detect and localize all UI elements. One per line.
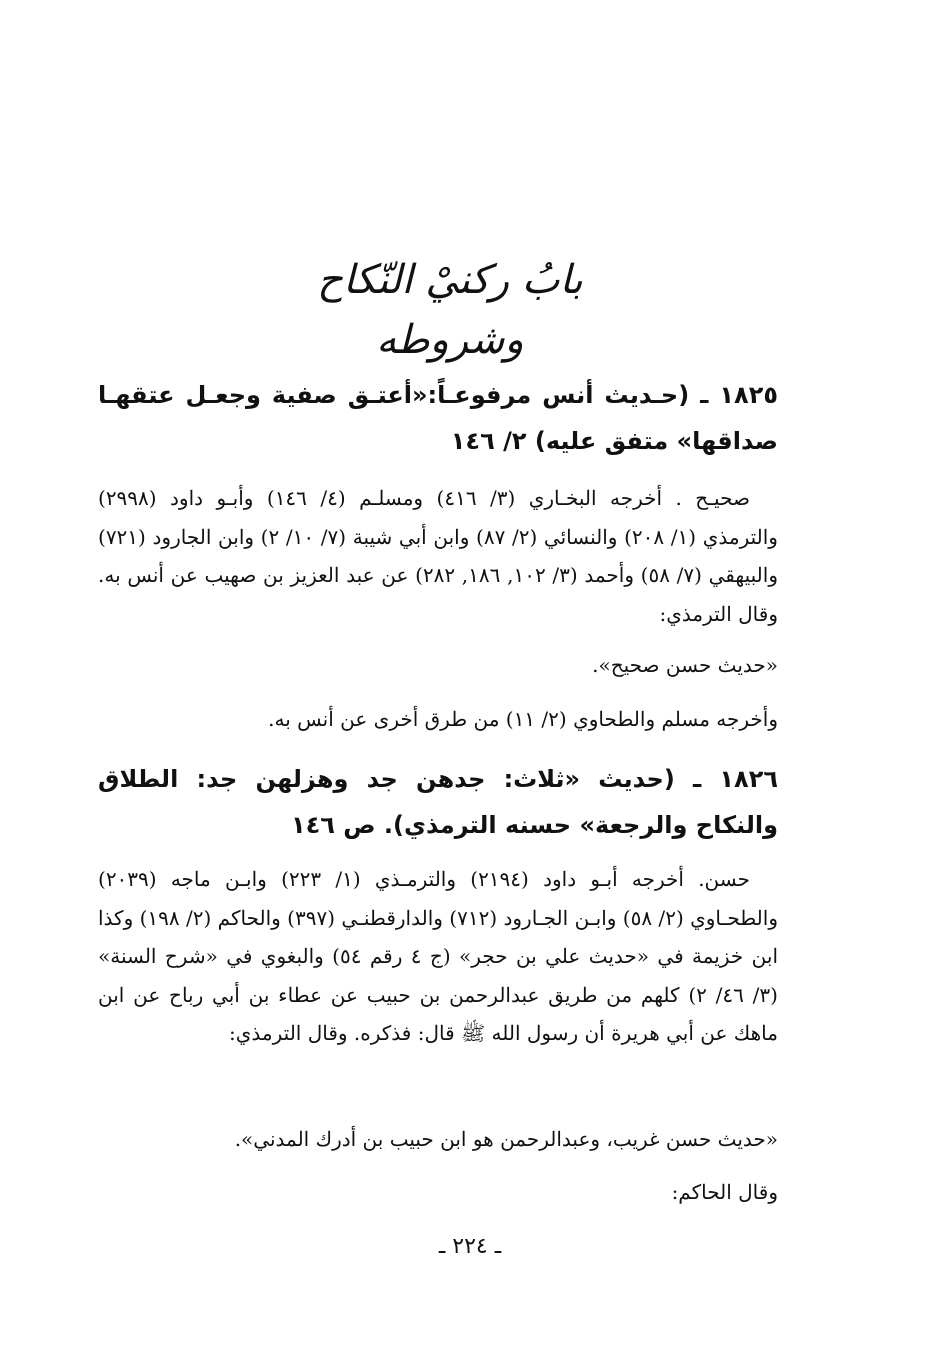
page-number: ـ ٢٢٤ ـ [438, 1234, 502, 1259]
hadith-1825-additional-paths: وأخرجه مسلم والطحاوي (٢/ ١١) من طرق أخرى عن أنس به. [268, 707, 778, 731]
chapter-title: بابُ ركنيْ النّكاح وشروطه [317, 257, 583, 363]
hadith-1826-tirmidhi-quote: «حديث حسن غريب، وعبدالرحمن هو ابن حبيب بن أدرك المدني». [234, 1127, 778, 1151]
hadith-1825-heading: ١٨٢٥ ـ (حـديث أنس مرفوعـاً:«أعتـق صفية وجعـل عتقهـا صداقها» متفق عليه) ٢/ ١٤٦ [98, 381, 778, 455]
hadith-1825-takhrij: صحيـح . أخرجه البخـاري (٣/ ٤١٦) ومسلـم (٤/ ١٤٦) وأبـو داود (٢٩٩٨) والترمذي (١/ ٢٠٨) والنسائي (٢/ ٨٧) وابن أبي شيبة (٧/ ١٠/ ٢) وابن الجارود (٧٢١) والبيهقي (٧/ ٥٨) وأحمد (٣/ ١٠٢, ١٨٦, ٢٨٢) عن عبد العزيز بن صهيب عن أنس به. وقال الترمذي: [98, 486, 778, 626]
hadith-1826-takhrij: حسن. أخرجه أبـو داود (٢١٩٤) والترمـذي (١/ ٢٢٣) وابـن ماجه (٢٠٣٩) والطحـاوي (٢/ ٥٨) وابـن الجـارود (٧١٢) والدارقطنـي (٣٩٧) والحاكم (٢/ ١٩٨) وكذا ابن خزيمة في «حديث علي بن حجر» (ج ٤ رقم ٥٤) والبغوي في «شرح السنة» (٣/ ٤٦/ ٢) كلهم من طريق عبدالرحمن بن حبيب عن عطاء بن أبي رباح عن ابن ماهك عن أبي هريرة أن رسول الله ﷺ قال: فذكره. وقال الترمذي: [98, 867, 779, 1045]
hadith-1825-tirmidhi-quote: «حديث حسن صحيح». [592, 653, 778, 677]
hadith-1826-hakim-intro: وقال الحاكم: [671, 1180, 778, 1204]
hadith-1826-heading: ١٨٢٦ ـ (حديث «ثلاث: جدهن جد وهزلهن جد: الطلاق والنكاح والرجعة» حسنه الترمذي). ص ١٤٦ [98, 765, 778, 839]
